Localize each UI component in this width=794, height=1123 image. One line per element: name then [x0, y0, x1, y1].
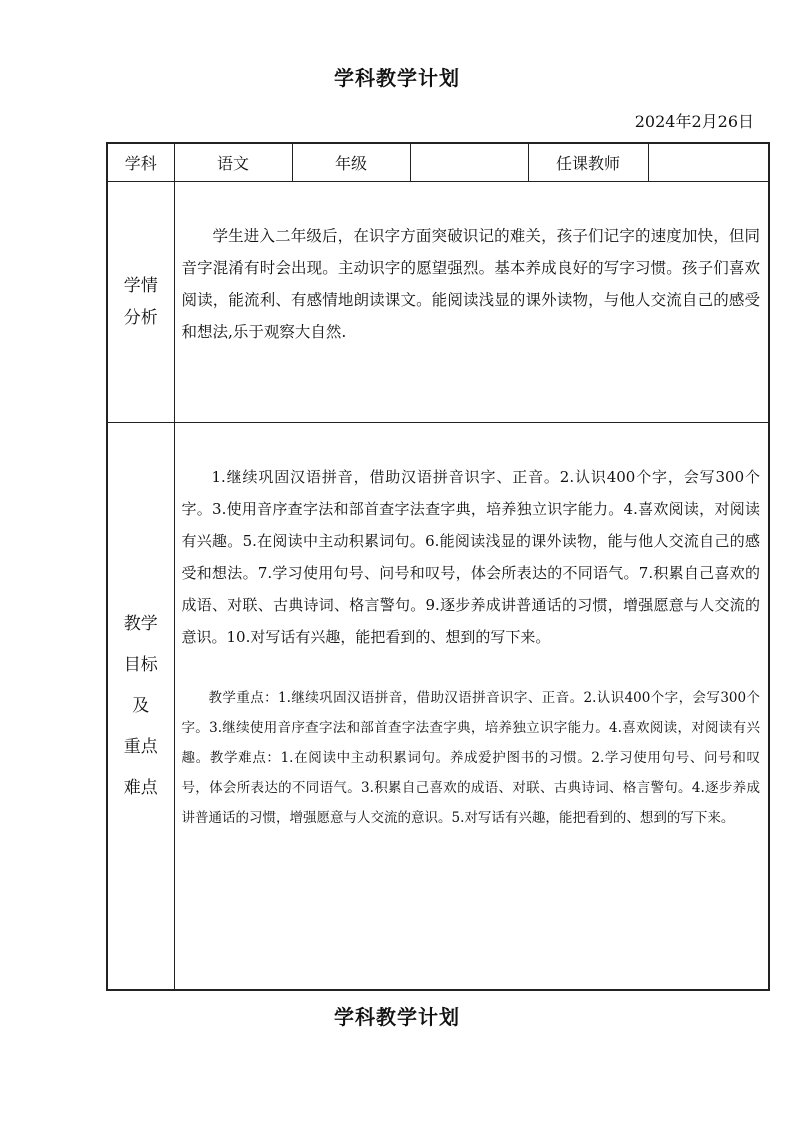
teacher-label: 任课教师: [528, 143, 648, 182]
grade-value: [410, 143, 528, 182]
objectives-text: 1.继续巩固汉语拼音，借助汉语拼音识字、正音。2.认识400个字，会写300个字。3.使用音序查字法和部首查字法查字典，培养独立识字能力。4.喜欢阅读，对阅读有兴趣。5.在阅读中主动积累词句。6.能阅读浅显的课外读物，能与他人交流自己的感受和想法。7.学习使用句号、问号和叹号，体会所表达的不同语气。7.积累自己喜欢的成语、对联、古典诗词、格言警句。9.逐步养成讲普通话的习惯，增强愿意与人交流的意识。10.对写话有兴趣，能把看到的、想到的写下来。: [181, 468, 760, 646]
analysis-text: 学生进入二年级后，在识字方面突破识记的难关，孩子们记字的速度加快，但同音字混淆有时会出现。主动识字的愿望强烈。基本养成良好的写字习惯。孩子们喜欢阅读，能流利、有感情地朗读课文。能阅读浅显的课外读物，与他人交流自己的感受和想法,乐于观察大自然.: [181, 227, 760, 341]
teacher-value: [648, 143, 769, 182]
subject-label: 学科: [107, 143, 174, 182]
goals-label: [107, 423, 174, 991]
analysis-content: [174, 182, 769, 423]
focus-difficulty-text: 教学重点：1.继续巩固汉语拼音，借助汉语拼音识字、正音。2.认识400个字，会写300个字。3.继续使用音序查字法和部首查字法查字典，培养独立识字能力。4.喜欢阅读，对阅读有兴趣。教学难点：1.在阅读中主动积累词句。养成爱护图书的习惯。2.学习使用句号、问号和叹号，体会所表达的不同语气。3.积累自己喜欢的成语、对联、古典诗词、格言警句。4.逐步养成讲普通话的习惯，增强愿意与人交流的意识。5.对写话有兴趣，能把看到的、想到的写下来。: [181, 690, 760, 826]
analysis-label-line1: 学情: [123, 276, 158, 296]
goals-label-line5: 难点: [123, 777, 158, 798]
subject-value: 语文: [174, 143, 292, 182]
grade-label: 年级: [292, 143, 410, 182]
footer-title: 学科教学计划: [334, 1005, 460, 1029]
goals-label-line1: 教学: [123, 613, 158, 634]
goals-label-line2: 目标: [123, 654, 158, 675]
goals-label-line4: 重点: [123, 736, 158, 757]
goals-content: [174, 423, 769, 991]
goals-row: [107, 423, 769, 991]
header-row: [107, 143, 769, 182]
analysis-label-line2: 分析: [123, 308, 158, 328]
page-title: 学科教学计划: [334, 66, 460, 90]
goals-label-line3: 及: [132, 695, 150, 716]
analysis-label: [107, 182, 174, 423]
teaching-plan-table: [106, 142, 770, 991]
analysis-row: [107, 182, 769, 423]
plan-date: 2024年2月26日: [634, 112, 754, 131]
